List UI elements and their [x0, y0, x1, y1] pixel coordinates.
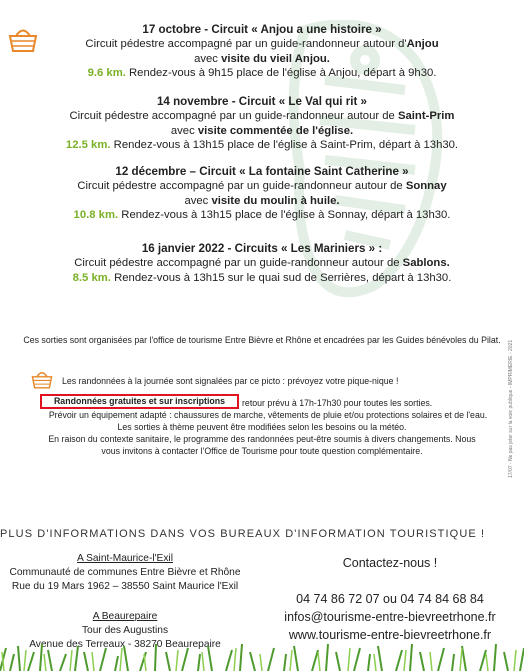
event-line3 [0, 66, 524, 80]
picto-note: Les randonnées à la journée sont signalées par ce picto : prévoyez votre pique-nique ! [62, 376, 399, 386]
event-distance: 9.6 km. [87, 66, 126, 79]
event-line3 [0, 271, 524, 285]
contact-phones: 04 74 86 72 07 ou 04 74 84 68 84 [296, 592, 484, 606]
office-line1: Tour des Augustins [81, 625, 169, 636]
office-line1: Communauté de communes Entre Bièvre et Rhône [9, 567, 241, 578]
event-anjou [0, 23, 524, 80]
event-sonnay [0, 165, 524, 222]
event-title: 12 décembre – Circuit « La fontaine Saint Catherine » [115, 165, 409, 178]
office-place: A Beaurepaire [92, 611, 158, 622]
office-saint-maurice [0, 552, 250, 594]
event-line1 [0, 109, 524, 123]
event-title: 14 novembre - Circuit « Le Val qui rit » [156, 95, 368, 108]
event-distance: 10.8 km. [73, 208, 119, 221]
event-text: avec [194, 52, 222, 65]
free-registration-label: Randonnées gratuites et sur inscriptions [40, 394, 239, 409]
rules-line3: Les sorties à thème peuvent être modifiées selon les besoins ou la météo. [117, 422, 407, 432]
event-title: 16 janvier 2022 - Circuits « Les Mariniers » : [141, 242, 383, 255]
event-text: Circuit pédestre accompagné par un guide-randonneur autour de [74, 257, 403, 270]
event-line3 [0, 208, 524, 222]
contact-website[interactable]: www.tourisme-entre-bievreetrhone.fr [288, 628, 492, 642]
event-distance: 8.5 km. [72, 271, 111, 284]
event-visit: visite commentée de l'église. [197, 124, 354, 137]
event-text: Circuit pédestre accompagné par un guide-randonneur autour de [77, 180, 406, 193]
event-meeting: Rendez-vous à 13h15 place de l'église à Saint-Prim, départ à 13h30. [110, 138, 459, 151]
rules-line2: Prévoir un équipement adapté : chaussures de marche, vêtements de pluie et/ou protections solaires et de l'eau. [48, 410, 488, 420]
office-place: A Saint-Maurice-l'Exil [77, 553, 173, 564]
rules-line1: retour prévu à 17h-17h30 pour toutes les sorties. [242, 398, 433, 408]
office-line2: Rue du 19 Mars 1962 – 38550 Saint Maurice l'Exil [11, 581, 239, 592]
event-meeting: Rendez-vous à 13h15 place de l'église à Sonnay, départ à 13h30. [118, 208, 451, 221]
contact-email[interactable]: infos@tourisme-entre-bievreetrhone.fr [284, 610, 496, 624]
event-location: Saint-Prim [397, 110, 455, 123]
event-location: Sablons. [402, 257, 450, 270]
event-text: Circuit pédestre accompagné par un guide-randonneur autour de [69, 110, 398, 123]
event-text: Circuit pédestre accompagné par un guide-randonneur autour d' [85, 38, 407, 51]
event-text: avec [184, 194, 212, 207]
rules-line5: vous invitons à contacter l'Office de Tourisme pour toute question complémentaire. [101, 446, 423, 456]
event-location: Anjou [406, 38, 439, 51]
event-visit: visite du vieil Anjou. [221, 52, 330, 65]
event-title: 17 octobre - Circuit « Anjou a une histoire » [142, 23, 382, 36]
rules-line4: En raison du contexte sanitaire, le programme des randonnées peut-être soumis à divers changements. Nous [48, 434, 476, 444]
event-line2 [0, 52, 524, 66]
event-distance: 12.5 km. [65, 138, 111, 151]
event-location: Sonnay [405, 180, 447, 193]
event-line1 [0, 179, 524, 193]
event-saint-prim [0, 95, 524, 152]
event-visit: visite du moulin à huile. [211, 194, 340, 207]
event-meeting: Rendez-vous à 13h15 sur le quai sud de Serrières, départ à 13h30. [110, 271, 452, 284]
contact-title: Contactez-nous ! [342, 556, 438, 570]
event-line1 [0, 37, 524, 51]
office-line2: Avenue des Terreaux - 38270 Beaurepaire [29, 639, 221, 650]
event-line2 [0, 194, 524, 208]
event-sablons [0, 242, 524, 285]
grass-decoration [0, 640, 524, 671]
organisation-note: Ces sorties sont organisées par l'office de tourisme Entre Bièvre et Rhône et encadrées par les Guides bénévoles du Pilat. [23, 335, 501, 345]
basket-icon [31, 368, 53, 390]
event-line1 [0, 256, 524, 270]
event-meeting: Rendez-vous à 9h15 place de l'église à Anjou, départ à 9h30. [125, 66, 437, 79]
event-text: avec [170, 124, 198, 137]
event-line2 [0, 124, 524, 138]
event-line3 [0, 138, 524, 152]
side-print-text: 17/07 - Ne pas jeter sur la voie publique - IMPRIMERIE - 2021 [508, 339, 514, 478]
info-heading: PLUS D'INFORMATIONS DANS VOS BUREAUX D'INFORMATION TOURISTIQUE ! [0, 528, 486, 540]
